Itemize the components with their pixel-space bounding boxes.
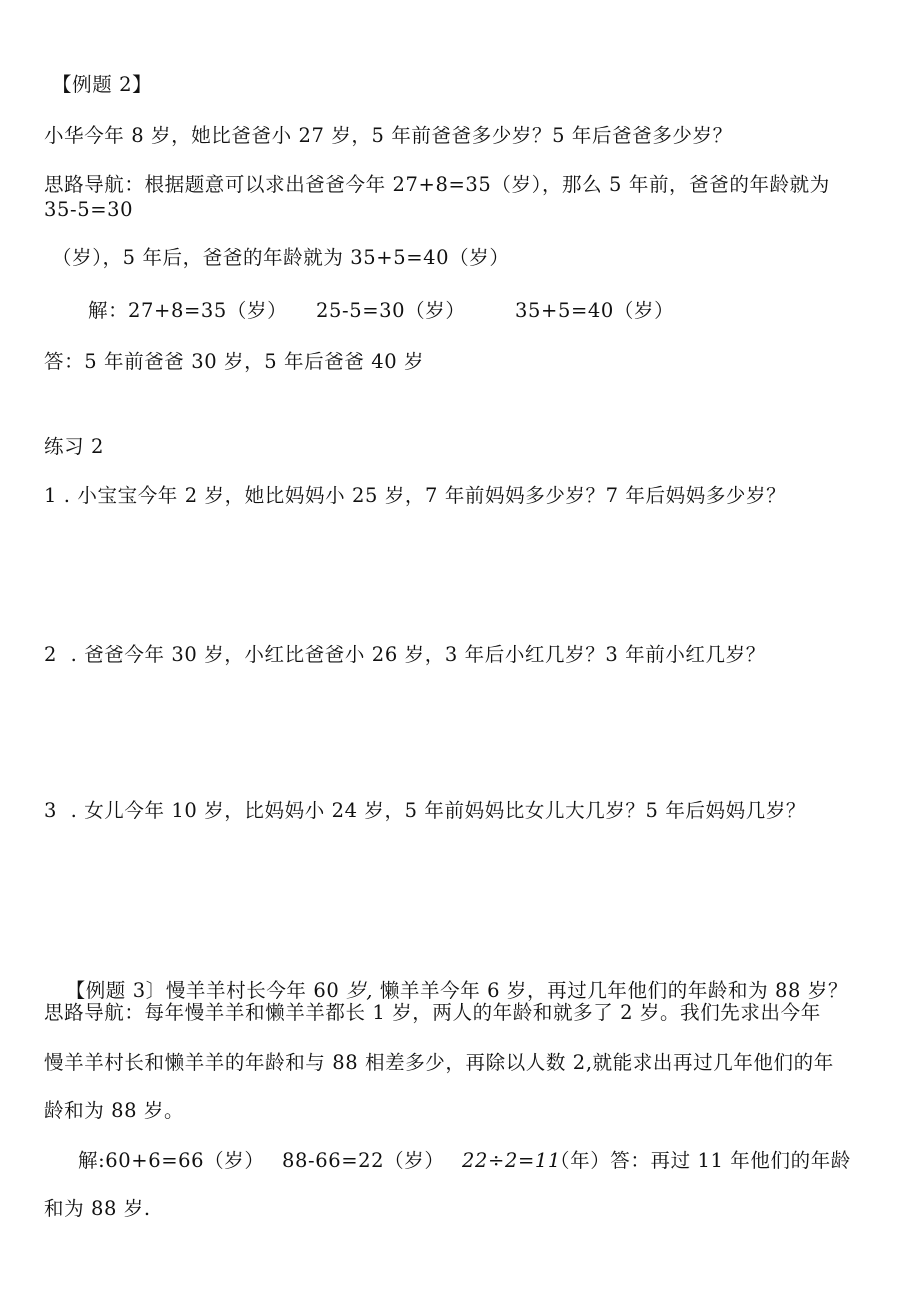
example3-answer-tail: 和为 88 岁. bbox=[44, 1197, 151, 1220]
example3-problem bbox=[52, 952, 848, 1004]
example3-hint-line2: 慢羊羊村长和懒羊羊的年龄和与 88 相差多少，再除以人数 2,就能求出再过几年他们的年 bbox=[44, 1051, 834, 1074]
example2-solution-step1: 27+8=35（岁） bbox=[128, 299, 288, 322]
example3-solution-step1: 解:60+6=66（岁） bbox=[78, 1149, 265, 1172]
example3-solution-step3-rest: （年）答：再过 11 年他们的年龄 bbox=[550, 1149, 851, 1172]
example3-problem-part2: 懒羊羊今年 6 岁，再过几年他们的年龄和为 88 岁？ bbox=[373, 979, 849, 1002]
example2-hint-line1: 思路导航：根据题意可以求出爸爸今年 27+8=35（岁），那么 5 年前，爸爸的年龄就为 bbox=[44, 173, 830, 196]
example2-solution-step3: 35+5=40（岁） bbox=[515, 299, 675, 322]
example2-hint-line2: 35-5=30 bbox=[44, 198, 134, 221]
example2-answer: 答：5 年前爸爸 30 岁，5 年后爸爸 40 岁 bbox=[44, 350, 425, 373]
practice2-question-3: 3 . 女儿今年 10 岁，比妈妈小 24 岁，5 年前妈妈比女儿大几岁？5 年后妈妈几岁？ bbox=[44, 799, 807, 822]
example2-solution-label: 解： bbox=[88, 299, 129, 322]
example3-hint-line1: 思路导航：每年慢羊羊和懒羊羊都长 1 岁，两人的年龄和就多了 2 岁。我们先求出今年 bbox=[44, 1001, 821, 1024]
practice2-question-2: 2 . 爸爸今年 30 岁，小红比爸爸小 26 岁，3 年后小红几岁？3 年前小红几岁？ bbox=[44, 643, 766, 666]
example3-solution-step3-italic: 22÷2=11 bbox=[462, 1149, 561, 1172]
example3-solution-step2: 88-66=22（岁） bbox=[282, 1149, 445, 1172]
example2-hint-line3: （岁），5 年后，爸爸的年龄就为 35+5=40（岁） bbox=[52, 246, 510, 269]
example2-problem: 小华今年 8 岁，她比爸爸小 27 岁，5 年前爸爸多少岁？5 年后爸爸多少岁？ bbox=[44, 124, 733, 147]
example3-problem-part1: 【例题 3〕慢羊羊村长今年 60 bbox=[65, 979, 347, 1002]
practice2-heading: 练习 2 bbox=[44, 435, 105, 458]
practice2-question-1: 1 . 小宝宝今年 2 岁，她比妈妈小 25 岁，7 年前妈妈多少岁？7 年后妈妈多少岁？ bbox=[44, 484, 787, 507]
example2-solution-step2: 25-5=30（岁） bbox=[316, 299, 466, 322]
example2-heading: 【例题 2】 bbox=[52, 73, 153, 96]
example3-problem-italic: 岁, bbox=[346, 979, 374, 1002]
example3-hint-line3: 龄和为 88 岁。 bbox=[44, 1099, 185, 1122]
